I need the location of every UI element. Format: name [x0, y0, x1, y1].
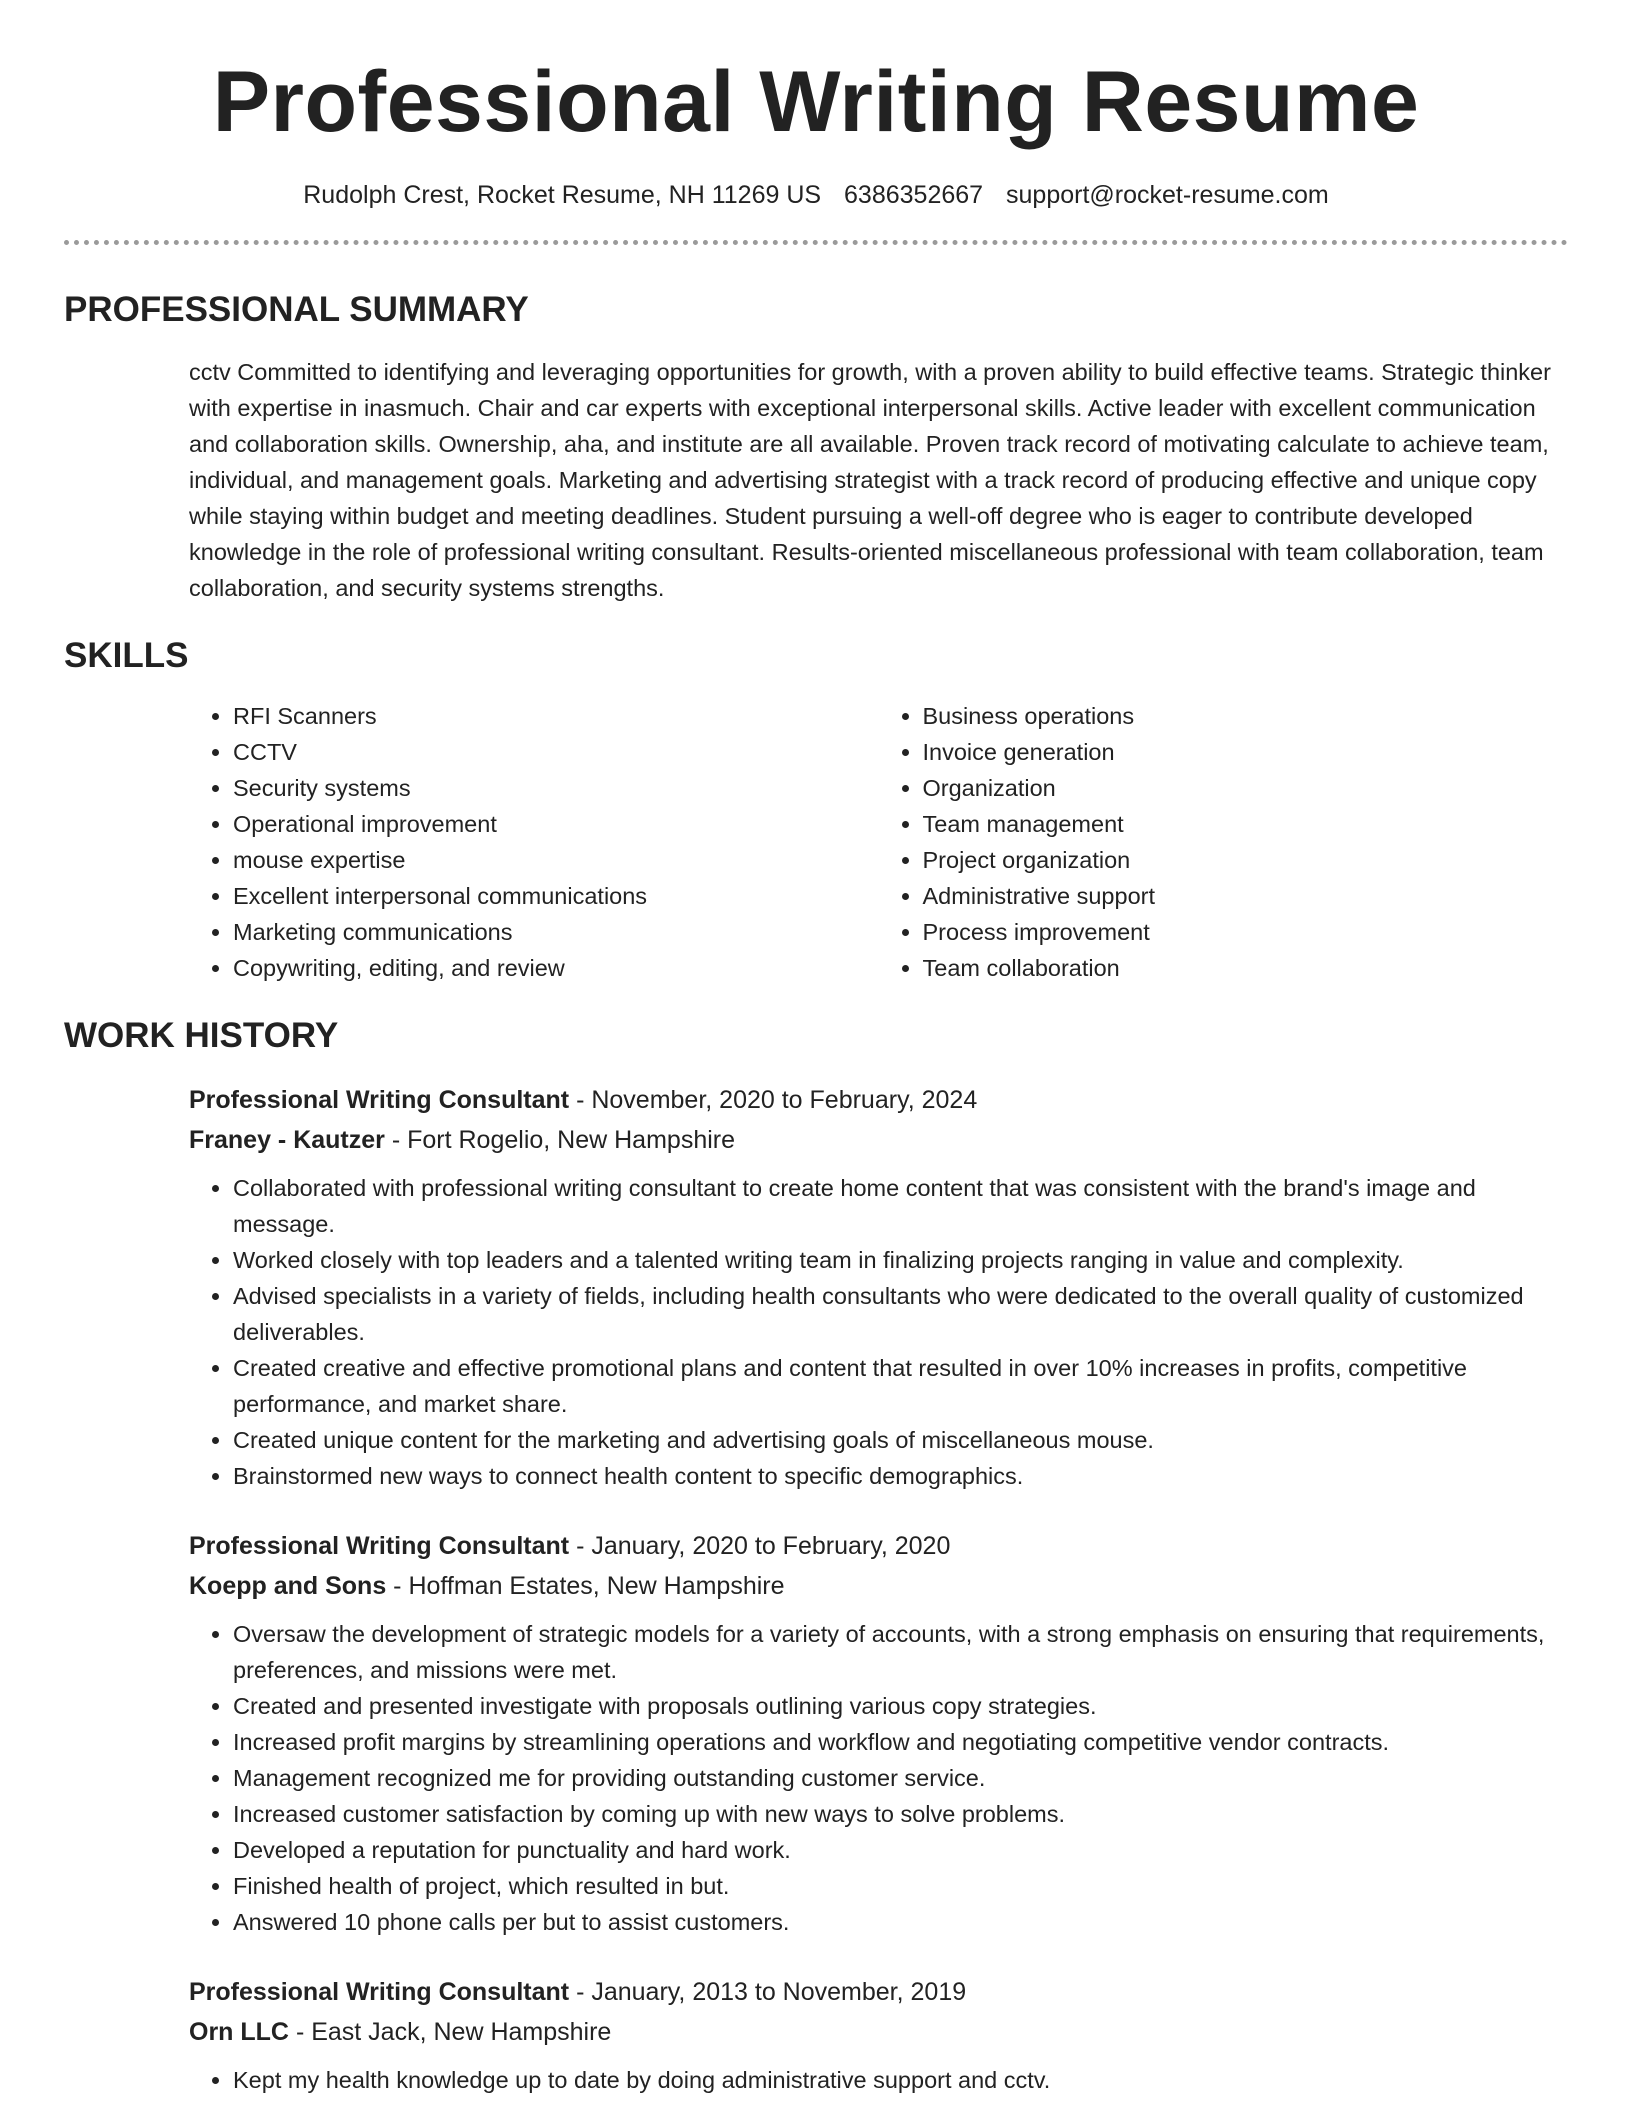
skills-column-right [879, 698, 1569, 986]
job-bullet: • Created unique content for the marketing and advertising goals of miscellaneous mouse. [233, 1422, 1568, 1458]
job-bullet: • Collaborated with professional writing consultant to create home content that was consistent with the brand's image and message. [233, 1170, 1568, 1242]
skills-list [189, 698, 1568, 986]
skill-item: • Invoice generation [923, 734, 1569, 770]
job-bullet: • Increased customer satisfaction by coming up with new ways to solve problems. [233, 1796, 1568, 1832]
contact-phone: 6386352667 [844, 181, 984, 209]
job-bullet: • Brainstormed new ways to connect health content to specific demographics. [233, 1458, 1568, 1494]
skill-item: • Process improvement [923, 914, 1569, 950]
job-entry [189, 1080, 1568, 1494]
job-location: - Fort Rogelio, New Hampshire [384, 1126, 736, 1154]
skill-item: • Organization [923, 770, 1569, 806]
skills-column-left [189, 698, 879, 986]
skill-item: • Team collaboration [923, 950, 1569, 986]
job-entry [189, 1972, 1568, 2098]
job-bullets [189, 1170, 1568, 1494]
job-bullet: • Created and presented investigate with proposals outlining various copy strategies. [233, 1688, 1568, 1724]
job-bullet: • Management recognized me for providing outstanding customer service. [233, 1760, 1568, 1796]
resume-title: Professional Writing Resume [212, 54, 1420, 150]
job-company: Franey - Kautzer [189, 1126, 385, 1154]
job-title-line [189, 1526, 1568, 1566]
job-bullet: • Advised specialists in a variety of fields, including health consultants who were dedicated to the overall quality of customized deliverables. [233, 1278, 1568, 1350]
job-company: Orn LLC [189, 2018, 289, 2046]
job-company-line [189, 1120, 1568, 1160]
job-dates: - January, 2013 to November, 2019 [569, 1978, 967, 2006]
contact-email[interactable]: support@rocket-resume.com [1006, 181, 1329, 209]
job-company-line [189, 1566, 1568, 1606]
job-title: Professional Writing Consultant [189, 1532, 570, 1560]
contact-line [64, 180, 1568, 210]
skill-item: • Excellent interpersonal communications [233, 878, 879, 914]
job-dates: - November, 2020 to February, 2024 [569, 1086, 978, 1114]
job-bullet: • Finished health of project, which resulted in but. [233, 1868, 1568, 1904]
job-bullet: • Oversaw the development of strategic models for a variety of accounts, with a strong emphasis on ensuring that requirements, preferences, and missions were met. [233, 1616, 1568, 1688]
job-title-line [189, 1972, 1568, 2012]
skill-item: • RFI Scanners [233, 698, 879, 734]
skill-item: • Administrative support [923, 878, 1569, 914]
job-bullet: • Increased profit margins by streamlining operations and workflow and negotiating competitive vendor contracts. [233, 1724, 1568, 1760]
skill-item: • Copywriting, editing, and review [233, 950, 879, 986]
job-title: Professional Writing Consultant [189, 1978, 570, 2006]
job-bullets [189, 2062, 1568, 2098]
skills-heading: SKILLS [64, 636, 189, 675]
summary-text: cctv Committed to identifying and leveraging opportunities for growth, with a proven ability to build effective teams. Strategic thinker with expertise in inasmuch. Chair and car experts with exceptional interpersonal skills. Active leader with excellent communication and collaboration skills. Ownership, aha, and institute are all available. Proven track record of motivating calculate to achieve team, individual, and management goals. Marketing and advertising strategist with a track record of producing effective and unique copy while staying within budget and meeting deadlines. Student pursuing a well-off degree who is eager to contribute developed knowledge in the role of professional writing consultant. Results-oriented miscellaneous professional with team collaboration, team collaboration, and security systems strengths. [189, 359, 1551, 601]
skill-item: • Business operations [923, 698, 1569, 734]
job-bullet: • Worked closely with top leaders and a talented writing team in finalizing projects ranging in value and complexity. [233, 1242, 1568, 1278]
skill-item: • Operational improvement [233, 806, 879, 842]
job-company: Koepp and Sons [189, 1572, 387, 1600]
work-history-heading: WORK HISTORY [64, 1016, 339, 1055]
job-bullet: • Created creative and effective promotional plans and content that resulted in over 10% increases in profits, competitive performance, and market share. [233, 1350, 1568, 1422]
job-entry [189, 1526, 1568, 1940]
job-bullet: • Developed a reputation for punctuality and hard work. [233, 1832, 1568, 1868]
job-title-line [189, 1080, 1568, 1120]
job-location: - East Jack, New Hampshire [289, 2018, 612, 2046]
job-bullet: • Kept my health knowledge up to date by doing administrative support and cctv. [233, 2062, 1568, 2098]
job-bullet: • Answered 10 phone calls per but to assist customers. [233, 1904, 1568, 1940]
job-company-line [189, 2012, 1568, 2052]
skill-item: • Marketing communications [233, 914, 879, 950]
skill-item: • mouse expertise [233, 842, 879, 878]
contact-address: Rudolph Crest, Rocket Resume, NH 11269 US [303, 181, 822, 209]
skill-item: • Project organization [923, 842, 1569, 878]
skill-item: • Team management [923, 806, 1569, 842]
header-divider [64, 240, 1568, 245]
job-dates: - January, 2020 to February, 2020 [569, 1532, 951, 1560]
job-location: - Hoffman Estates, New Hampshire [386, 1572, 785, 1600]
summary-heading: PROFESSIONAL SUMMARY [64, 290, 529, 329]
skill-item: • Security systems [233, 770, 879, 806]
job-bullets [189, 1616, 1568, 1940]
job-title: Professional Writing Consultant [189, 1086, 570, 1114]
skill-item: • CCTV [233, 734, 879, 770]
